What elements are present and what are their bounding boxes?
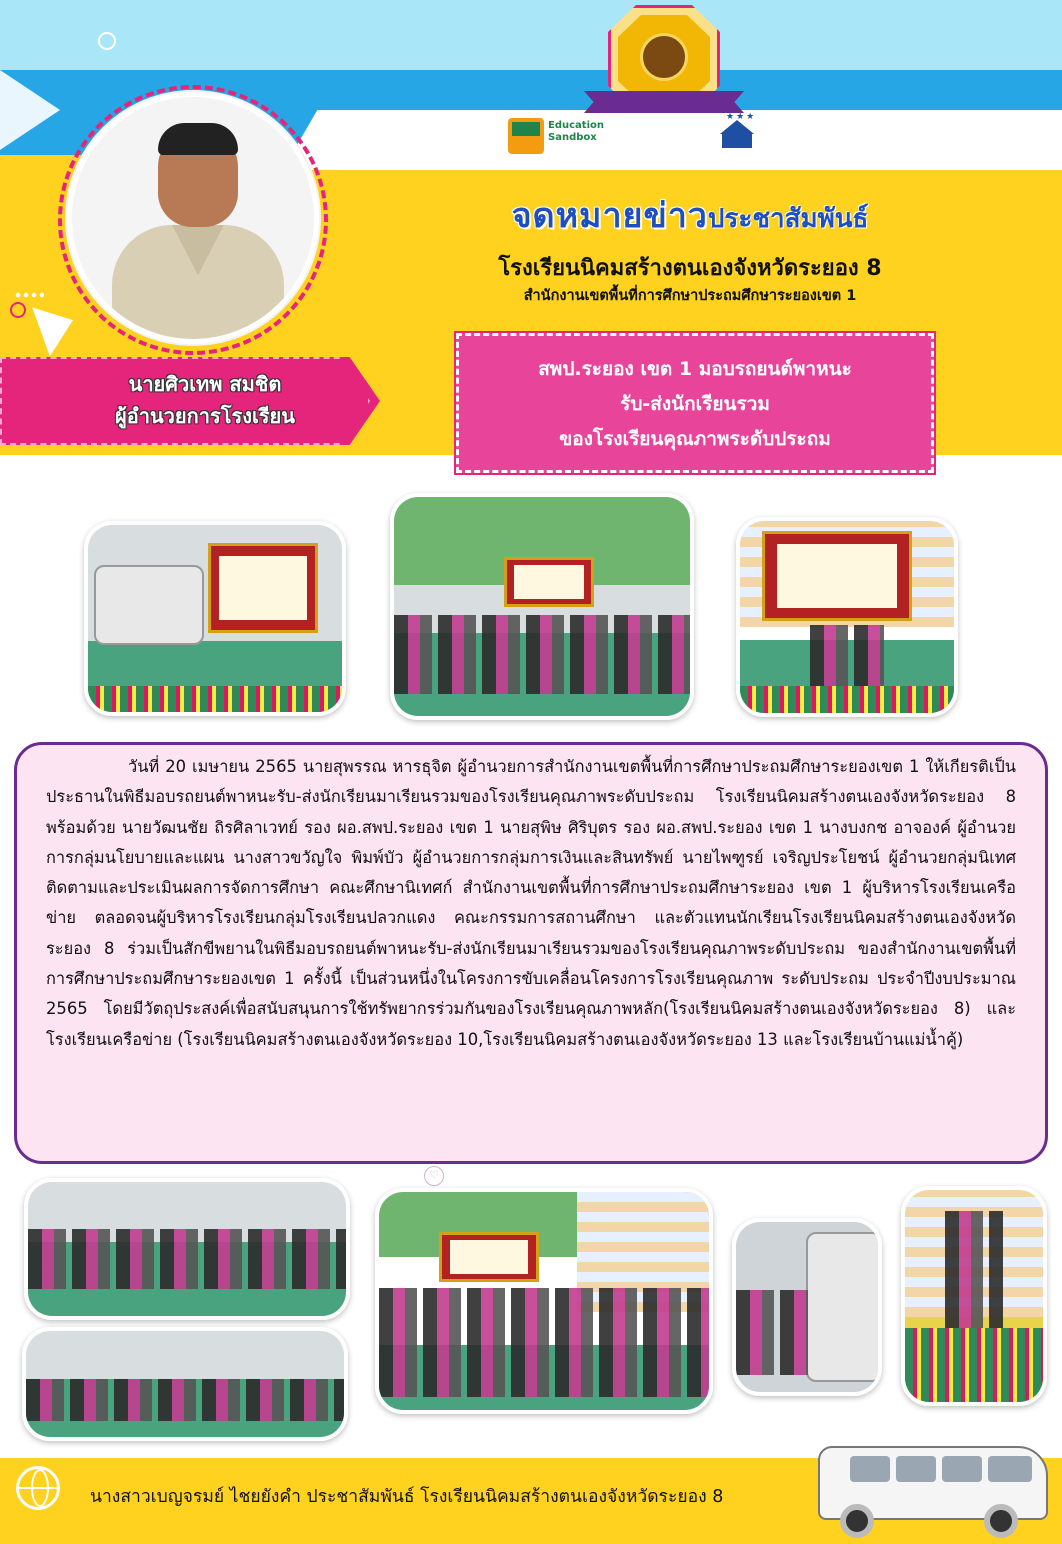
director-name: นายศิวเทพ สมชิต — [128, 372, 282, 396]
headline-line-3: ของโรงเรียนคุณภาพระดับประถม — [559, 428, 831, 450]
school-emblem — [584, 5, 744, 115]
event-photo — [22, 1327, 348, 1441]
article-text — [46, 752, 1016, 1055]
director-portrait — [67, 92, 319, 344]
quality-school-logo: ★★★ — [712, 112, 762, 154]
event-photo — [84, 521, 346, 716]
header-white-strip — [335, 110, 1062, 170]
seal-icon — [640, 33, 688, 81]
heart-icon: ♡ — [424, 1166, 444, 1186]
title-rest: ประชาสัมพันธ์ — [707, 204, 869, 234]
school-name: โรงเรียนนิคมสร้างตนเองจังหวัดระยอง 8 — [498, 256, 882, 281]
event-photo — [24, 1178, 350, 1320]
headline-line-2: รับ-ส่งนักเรียนรวม — [620, 393, 770, 415]
newsletter-title — [380, 188, 1000, 242]
van-illustration — [810, 1428, 1058, 1540]
emblem-ribbon — [584, 91, 744, 113]
headline — [456, 352, 934, 457]
header-light-band — [0, 0, 1062, 70]
event-photo — [901, 1186, 1047, 1406]
logo-sandbox-label: Education Sandbox — [548, 120, 604, 143]
footer-credit: นางสาวเบญจรมย์ ไชยยังคำ ประชาสัมพันธ์ โรงเรียนนิคมสร้างตนเองจังหวัดระยอง 8 — [90, 1487, 724, 1507]
headline-line-1: สพป.ระยอง เขต 1 มอบรถยนต์พาหนะ — [538, 358, 852, 380]
event-photo — [736, 517, 958, 717]
decor-triangle — [0, 70, 60, 150]
globe-icon — [16, 1466, 60, 1510]
director-caption — [60, 368, 350, 432]
director-position: ผู้อำนวยการโรงเรียน — [115, 404, 295, 428]
decor-circle — [10, 302, 26, 318]
event-photo — [732, 1218, 882, 1396]
office-name: สำนักงานเขตพื้นที่การศึกษาประถมศึกษาระยองเขต 1 — [523, 288, 857, 304]
article-body: วันที่ 20 เมษายน 2565 นายสุพรรณ หารธุจิต ผู้อำนวยการสำนักงานเขตพื้นที่การศึกษาประถมศึกษาระยองเขต 1 ให้เกียรติเป็นประธานในพิธีมอบรถยนต์พาหนะรับ-ส่งนักเรียนมาเรียนรวมของโรงเรียนคุณภาพระดับประถม โรงเรียนนิคมสร้างตนเองจังหวัดระยอง 8 พร้อมด้วย นายวัฒนชัย ถิรศิลาเวทย์ รอง ผอ.สพป.ระยอง เขต 1 นายสุพิษ ศิริบุตร รอง ผอ.สพป.ระยอง เขต 1 นางบงกช อาจองค์ ผู้อำนวยการกลุ่มนโยบายและแผน นางสาวขวัญใจ พิมพ์บัว ผู้อำนวยการกลุ่มการเงินและสินทรัพย์ นายไพฑูรย์ เจริญประโยชน์ ผู้อำนวยกลุ่มนิเทศ ติดตามและประเมินผลการจัดการศึกษา คณะศึกษานิเทศก์ สำนักงานเขตพื้นที่การศึกษาประถมศึกษาระยอง เขต 1 ผู้บริหารโรงเรียนเครือข่าย ตลอดจนผู้บริหารโรงเรียนกลุ่มโรงเรียนปลวกแดง คณะกรรมการสถานศึกษา และตัวแทนนักเรียนโรงเรียนนิคมสร้างตนเองจังหวัดระยอง 8 ร่วมเป็นสักขีพยานในพิธีมอบรถยนต์พาหนะรับ-ส่งนักเรียนมาเรียนรวมของโรงเรียนคุณภาพระดับประถม ของสำนักงานเขตพื้นที่การศึกษาประถมศึกษาระยองเขต 1 ครั้งนี้ เป็นส่วนหนึ่งในโครงการขับเคลื่อนโครงการโรงเรียนคุณภาพ ระดับประถม ประจำปีงบประมาณ 2565 โดยมีวัตถุประสงค์เพื่อสนับสนุนการใช้ทรัพยากรร่วมกันของโรงเรียนคุณภาพหลัก(โรงเรียนนิคมสร้างตนเองจังหวัดระยอง 8) และโรงเรียนเครือข่าย (โรงเรียนนิคมสร้างตนเองจังหวัดระยอง 10,โรงเรียนนิคมสร้างตนเองจังหวัดระยอง 13 และโรงเรียนบ้านแม่น้ำคู้) — [46, 757, 1016, 1049]
event-photo — [375, 1188, 713, 1414]
decor-circle — [98, 32, 116, 50]
title-bold: จดหมายข่าว — [511, 196, 708, 236]
education-sandbox-logo — [508, 118, 606, 156]
decor-dots — [14, 292, 44, 298]
event-photo — [390, 493, 694, 720]
